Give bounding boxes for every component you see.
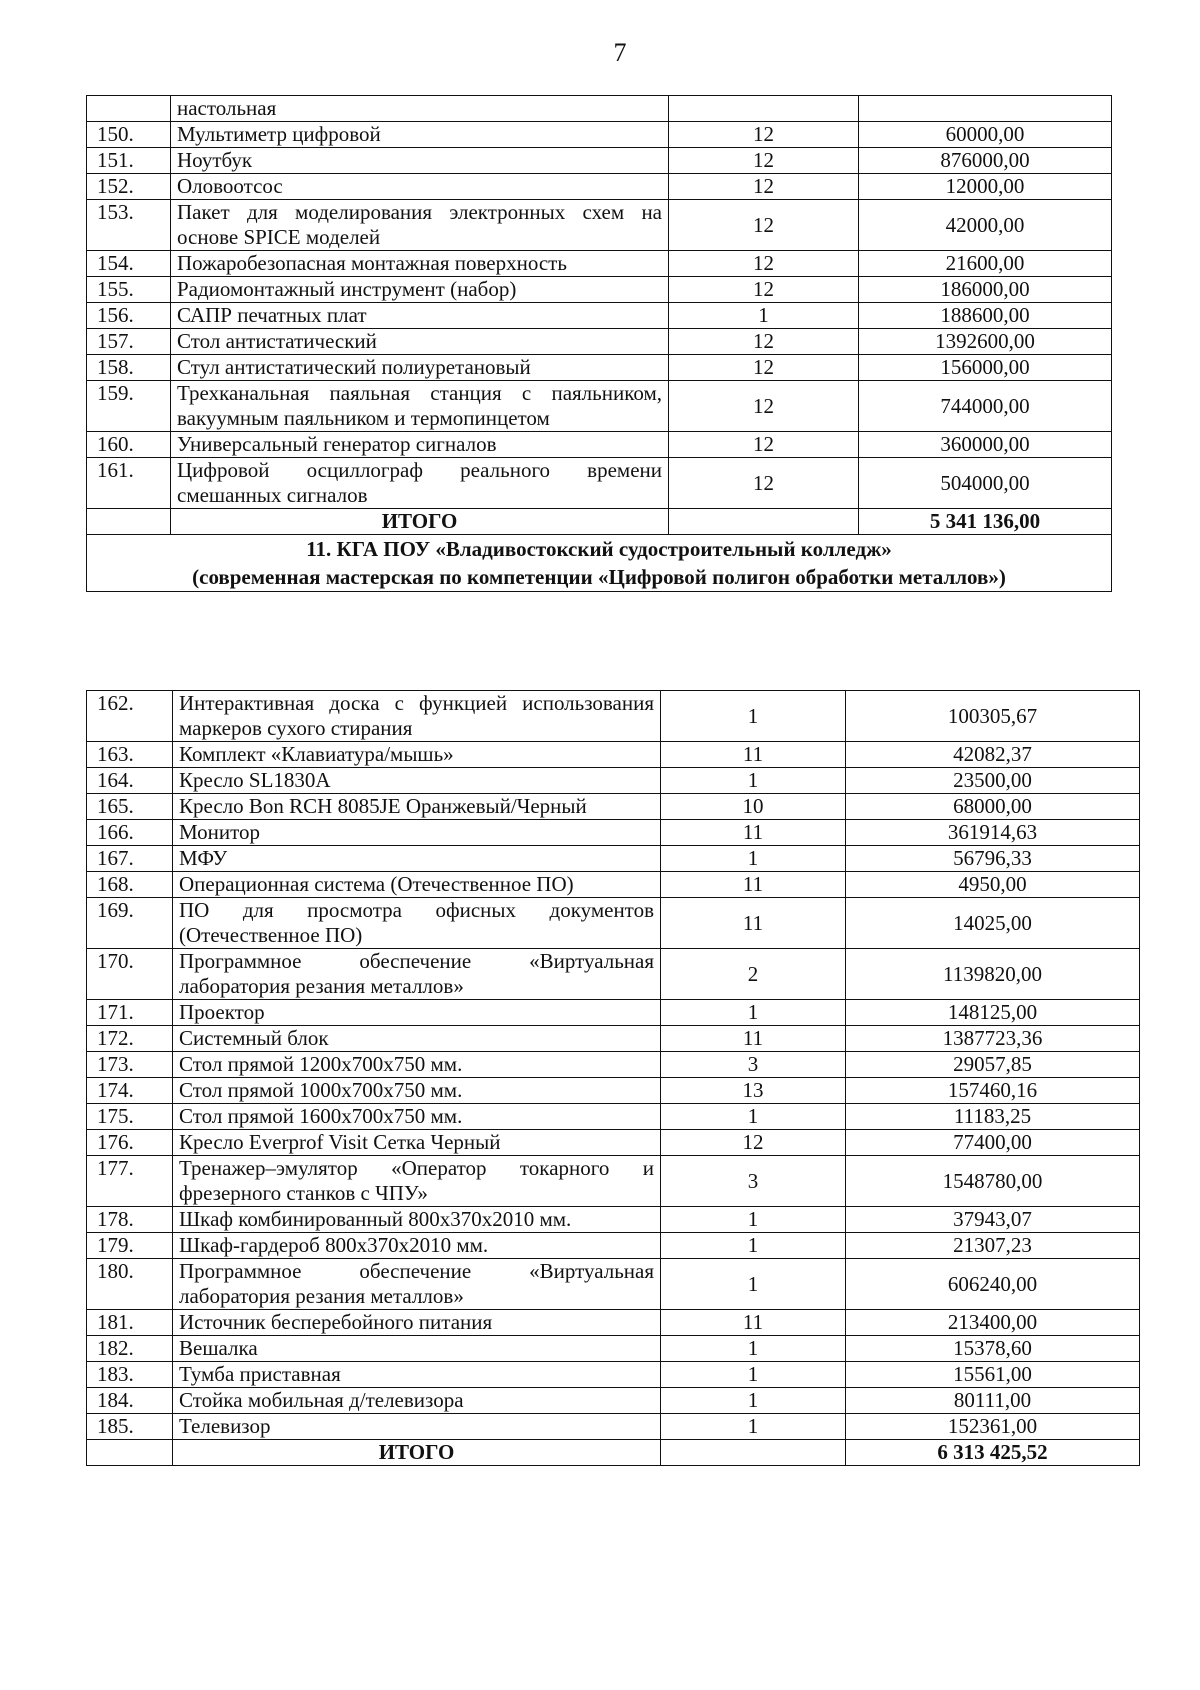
table-row — [87, 329, 1112, 355]
table-row — [87, 122, 1112, 148]
table-row — [87, 1259, 1140, 1310]
table-row — [87, 1156, 1140, 1207]
row-number-cell: 159. — [87, 381, 171, 432]
table-row — [87, 898, 1140, 949]
table-row — [87, 432, 1112, 458]
quantity-cell: 10 — [661, 794, 846, 820]
row-number-cell: 176. — [87, 1130, 173, 1156]
equipment-table-part2 — [86, 690, 1140, 1466]
quantity-cell: 11 — [661, 820, 846, 846]
sum-cell: 14025,00 — [846, 898, 1140, 949]
sum-cell: 156000,00 — [859, 355, 1112, 381]
quantity-cell: 1 — [661, 768, 846, 794]
table-row — [87, 355, 1112, 381]
sum-cell: 744000,00 — [859, 381, 1112, 432]
sum-cell: 42000,00 — [859, 200, 1112, 251]
item-name-cell: Стойка мобильная д/телевизора — [173, 1388, 661, 1414]
table-row — [87, 1336, 1140, 1362]
item-name-cell: Радиомонтажный инструмент (набор) — [171, 277, 669, 303]
table-row — [87, 381, 1112, 432]
row-number-cell: 185. — [87, 1414, 173, 1440]
table-row — [87, 277, 1112, 303]
row-number-cell: 168. — [87, 872, 173, 898]
table-row — [87, 1362, 1140, 1388]
table-row — [87, 794, 1140, 820]
quantity-cell: 1 — [661, 1336, 846, 1362]
table-row — [87, 1130, 1140, 1156]
table-row — [87, 1026, 1140, 1052]
total-row — [87, 509, 1112, 535]
row-number-cell: 183. — [87, 1362, 173, 1388]
quantity-cell: 1 — [669, 303, 859, 329]
row-number-cell: 179. — [87, 1233, 173, 1259]
item-name-cell: ПО для просмотра офисных документов (Отечественное ПО) — [173, 898, 661, 949]
row-number-cell: 181. — [87, 1310, 173, 1336]
table-row — [87, 872, 1140, 898]
sum-cell: 4950,00 — [846, 872, 1140, 898]
row-number-cell: 173. — [87, 1052, 173, 1078]
item-name-cell: Проектор — [173, 1000, 661, 1026]
quantity-cell: 1 — [661, 846, 846, 872]
quantity-cell: 1 — [661, 1362, 846, 1388]
sum-cell: 11183,25 — [846, 1104, 1140, 1130]
row-number-cell: 169. — [87, 898, 173, 949]
table-row — [87, 768, 1140, 794]
item-name-cell: Пожаробезопасная монтажная поверхность — [171, 251, 669, 277]
quantity-cell: 12 — [669, 381, 859, 432]
item-name-cell: Пакет для моделирования электронных схем на основе SPICE моделей — [171, 200, 669, 251]
section-header-row — [87, 535, 1112, 592]
item-name-cell: Монитор — [173, 820, 661, 846]
total-empty-cell — [661, 1440, 846, 1466]
sum-cell: 21600,00 — [859, 251, 1112, 277]
sum-cell: 1548780,00 — [846, 1156, 1140, 1207]
item-name-cell: Вешалка — [173, 1336, 661, 1362]
item-name-cell: Оловоотсос — [171, 174, 669, 200]
table-row — [87, 1078, 1140, 1104]
quantity-cell: 12 — [669, 200, 859, 251]
table-row — [87, 200, 1112, 251]
table-row — [87, 1052, 1140, 1078]
total-label: ИТОГО — [173, 1440, 661, 1466]
sum-cell: 15378,60 — [846, 1336, 1140, 1362]
sum-cell: 504000,00 — [859, 458, 1112, 509]
row-number-cell: 167. — [87, 846, 173, 872]
quantity-cell: 1 — [661, 1259, 846, 1310]
quantity-cell: 12 — [669, 122, 859, 148]
table-row — [87, 1233, 1140, 1259]
quantity-cell: 12 — [661, 1130, 846, 1156]
total-empty-cell — [87, 509, 171, 535]
total-sum: 5 341 136,00 — [859, 509, 1112, 535]
row-number-cell: 160. — [87, 432, 171, 458]
sum-cell: 1392600,00 — [859, 329, 1112, 355]
quantity-cell: 12 — [669, 148, 859, 174]
sum-cell: 157460,16 — [846, 1078, 1140, 1104]
quantity-cell: 12 — [669, 329, 859, 355]
total-empty-cell — [669, 509, 859, 535]
row-number-cell: 177. — [87, 1156, 173, 1207]
table-row — [87, 949, 1140, 1000]
sum-cell: 80111,00 — [846, 1388, 1140, 1414]
sum-cell: 186000,00 — [859, 277, 1112, 303]
item-name-cell: Кресло SL1830A — [173, 768, 661, 794]
table-row — [87, 1414, 1140, 1440]
row-number-cell: 155. — [87, 277, 171, 303]
quantity-cell: 3 — [661, 1156, 846, 1207]
row-number-cell: 166. — [87, 820, 173, 846]
item-name-cell: Телевизор — [173, 1414, 661, 1440]
sum-cell: 152361,00 — [846, 1414, 1140, 1440]
page-number: 7 — [613, 38, 627, 67]
sum-cell: 361914,63 — [846, 820, 1140, 846]
quantity-cell: 11 — [661, 872, 846, 898]
quantity-cell — [669, 96, 859, 122]
table-row — [87, 1000, 1140, 1026]
sum-cell: 876000,00 — [859, 148, 1112, 174]
sum-cell: 42082,37 — [846, 742, 1140, 768]
total-sum: 6 313 425,52 — [846, 1440, 1140, 1466]
row-number-cell: 150. — [87, 122, 171, 148]
quantity-cell: 13 — [661, 1078, 846, 1104]
item-name-cell: Трехканальная паяльная станция с паяльником, вакуумным паяльником и термопинцетом — [171, 381, 669, 432]
table-row — [87, 846, 1140, 872]
quantity-cell: 12 — [669, 458, 859, 509]
item-name-cell: Тумба приставная — [173, 1362, 661, 1388]
sum-cell: 100305,67 — [846, 691, 1140, 742]
quantity-cell: 1 — [661, 1233, 846, 1259]
row-number-cell: 172. — [87, 1026, 173, 1052]
row-number-cell: 152. — [87, 174, 171, 200]
quantity-cell: 11 — [661, 742, 846, 768]
sum-cell: 606240,00 — [846, 1259, 1140, 1310]
table-row — [87, 742, 1140, 768]
table-row — [87, 1104, 1140, 1130]
item-name-cell: Программное обеспечение «Виртуальная лаборатория резания металлов» — [173, 949, 661, 1000]
item-name-cell: Кресло Everprof Visit Сетка Черный — [173, 1130, 661, 1156]
item-name-cell: Системный блок — [173, 1026, 661, 1052]
sum-cell: 188600,00 — [859, 303, 1112, 329]
item-name-cell: МФУ — [173, 846, 661, 872]
sum-cell: 60000,00 — [859, 122, 1112, 148]
row-number-cell: 157. — [87, 329, 171, 355]
row-number-cell: 182. — [87, 1336, 173, 1362]
quantity-cell: 12 — [669, 174, 859, 200]
item-name-cell: Универсальный генератор сигналов — [171, 432, 669, 458]
sum-cell: 148125,00 — [846, 1000, 1140, 1026]
sum-cell: 68000,00 — [846, 794, 1140, 820]
quantity-cell: 12 — [669, 355, 859, 381]
item-name-cell: Программное обеспечение «Виртуальная лаборатория резания металлов» — [173, 1259, 661, 1310]
item-name-cell: Тренажер–эмулятор «Оператор токарного и фрезерного станков с ЧПУ» — [173, 1156, 661, 1207]
quantity-cell: 1 — [661, 1000, 846, 1026]
row-number-cell: 161. — [87, 458, 171, 509]
table-row — [87, 458, 1112, 509]
item-name-cell: Ноутбук — [171, 148, 669, 174]
quantity-cell: 12 — [669, 432, 859, 458]
sum-cell: 12000,00 — [859, 174, 1112, 200]
row-number-cell: 153. — [87, 200, 171, 251]
table-row — [87, 1207, 1140, 1233]
row-number-cell: 154. — [87, 251, 171, 277]
total-row — [87, 1440, 1140, 1466]
quantity-cell: 12 — [669, 251, 859, 277]
section-title-line1: 11. КГА ПОУ «Владивостокский судостроительный колледж» — [306, 537, 892, 561]
quantity-cell: 1 — [661, 1414, 846, 1440]
row-number-cell: 163. — [87, 742, 173, 768]
item-name-cell: Комплект «Клавиатура/мышь» — [173, 742, 661, 768]
item-name-cell: Мультиметр цифровой — [171, 122, 669, 148]
table-row — [87, 148, 1112, 174]
row-number-cell: 165. — [87, 794, 173, 820]
row-number-cell: 162. — [87, 691, 173, 742]
sum-cell: 213400,00 — [846, 1310, 1140, 1336]
quantity-cell: 12 — [669, 277, 859, 303]
sum-cell: 1387723,36 — [846, 1026, 1140, 1052]
table-row — [87, 1388, 1140, 1414]
quantity-cell: 1 — [661, 1388, 846, 1414]
item-name-cell: Стол прямой 1200х700х750 мм. — [173, 1052, 661, 1078]
sum-cell: 360000,00 — [859, 432, 1112, 458]
sum-cell: 15561,00 — [846, 1362, 1140, 1388]
sum-cell: 1139820,00 — [846, 949, 1140, 1000]
item-name-cell: Источник бесперебойного питания — [173, 1310, 661, 1336]
table-row — [87, 820, 1140, 846]
row-number-cell — [87, 96, 171, 122]
row-number-cell: 180. — [87, 1259, 173, 1310]
total-empty-cell — [87, 1440, 173, 1466]
row-number-cell: 170. — [87, 949, 173, 1000]
total-label: ИТОГО — [171, 509, 669, 535]
item-name-cell: Операционная система (Отечественное ПО) — [173, 872, 661, 898]
row-number-cell: 174. — [87, 1078, 173, 1104]
item-name-cell: настольная — [171, 96, 669, 122]
table-row — [87, 1310, 1140, 1336]
item-name-cell: Стол прямой 1600х700х750 мм. — [173, 1104, 661, 1130]
sum-cell: 29057,85 — [846, 1052, 1140, 1078]
row-number-cell: 151. — [87, 148, 171, 174]
quantity-cell: 1 — [661, 1207, 846, 1233]
table-row — [87, 691, 1140, 742]
item-name-cell: Стол антистатический — [171, 329, 669, 355]
item-name-cell: Интерактивная доска с функцией использования маркеров сухого стирания — [173, 691, 661, 742]
row-number-cell: 158. — [87, 355, 171, 381]
item-name-cell: Шкаф-гардероб 800х370х2010 мм. — [173, 1233, 661, 1259]
table-row — [87, 303, 1112, 329]
quantity-cell: 1 — [661, 691, 846, 742]
quantity-cell: 11 — [661, 1026, 846, 1052]
table-row — [87, 251, 1112, 277]
sum-cell: 21307,23 — [846, 1233, 1140, 1259]
sum-cell — [859, 96, 1112, 122]
row-number-cell: 178. — [87, 1207, 173, 1233]
quantity-cell: 3 — [661, 1052, 846, 1078]
item-name-cell: Цифровой осциллограф реального времени смешанных сигналов — [171, 458, 669, 509]
section-header — [87, 535, 1112, 592]
row-number-cell: 175. — [87, 1104, 173, 1130]
item-name-cell: Стул антистатический полиуретановый — [171, 355, 669, 381]
equipment-table-part1 — [86, 95, 1112, 592]
item-name-cell: САПР печатных плат — [171, 303, 669, 329]
item-name-cell: Шкаф комбинированный 800х370х2010 мм. — [173, 1207, 661, 1233]
item-name-cell: Стол прямой 1000х700х750 мм. — [173, 1078, 661, 1104]
sum-cell: 56796,33 — [846, 846, 1140, 872]
row-number-cell: 171. — [87, 1000, 173, 1026]
quantity-cell: 2 — [661, 949, 846, 1000]
carryover-row — [87, 96, 1112, 122]
section-title-line2: (современная мастерская по компетенции «Цифровой полигон обработки металлов») — [192, 565, 1006, 589]
row-number-cell: 164. — [87, 768, 173, 794]
quantity-cell: 11 — [661, 898, 846, 949]
quantity-cell: 1 — [661, 1104, 846, 1130]
sum-cell: 37943,07 — [846, 1207, 1140, 1233]
item-name-cell: Кресло Bon RCH 8085JE Оранжевый/Черный — [173, 794, 661, 820]
table-row — [87, 174, 1112, 200]
sum-cell: 77400,00 — [846, 1130, 1140, 1156]
row-number-cell: 184. — [87, 1388, 173, 1414]
sum-cell: 23500,00 — [846, 768, 1140, 794]
row-number-cell: 156. — [87, 303, 171, 329]
quantity-cell: 11 — [661, 1310, 846, 1336]
